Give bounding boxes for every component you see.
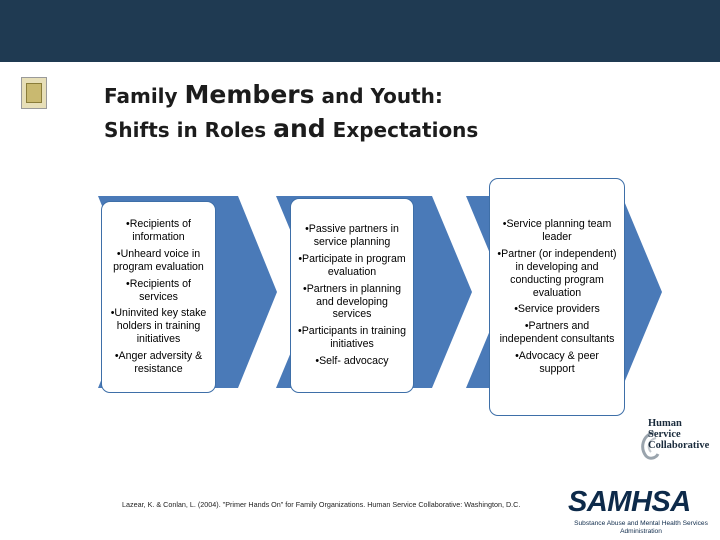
title-part: and <box>273 113 326 143</box>
hsc-word: Service <box>648 429 681 441</box>
list-item: •Advocacy & peer support <box>515 350 599 376</box>
stage-box-3 <box>489 178 625 416</box>
samhsa-logo <box>560 486 716 536</box>
list-item: •Recipients of services <box>126 277 191 303</box>
list-item: •Anger adversity & resistance <box>114 350 203 376</box>
list-item: •Participate in program evaluation <box>298 252 406 278</box>
title-part: Expectations <box>325 117 479 142</box>
samhsa-tagline: Substance Abuse and Mental Health Services Administration <box>574 520 708 535</box>
list-item: •Partner (or independent) in developing and conducting program evaluation <box>497 247 617 299</box>
citation-text: Lazear, K. & Conlan, L. (2004). "Primer Hands On" for Family Organizations. Human Service Collaborative: Washington, D.C. <box>122 500 521 509</box>
list-item: •Passive partners in service planning <box>305 222 399 248</box>
list-item: •Partners and independent consultants <box>499 320 615 346</box>
list-item: •Self- advocacy <box>315 355 389 368</box>
list-item: •Recipients of information <box>126 217 191 243</box>
list-item: •Uninvited key stake holders in training initiatives <box>110 307 207 346</box>
list-item: •Participants in training initiatives <box>298 325 406 351</box>
list-item: •Service providers <box>514 303 600 316</box>
list-item: •Service planning team leader <box>502 217 612 243</box>
stage-box-1 <box>101 201 216 393</box>
title-part: Family <box>104 84 185 108</box>
list-item: •Unheard voice in program evaluation <box>113 247 204 273</box>
title-part: Shifts in Roles <box>104 117 274 142</box>
title-part: and Youth: <box>314 84 443 108</box>
hsc-word: Human <box>648 418 682 429</box>
list-item: •Partners in planning and developing services <box>303 282 401 321</box>
samhsa-wordmark: SAMHSA <box>568 486 691 518</box>
hsc-word: Collaborative <box>648 440 710 452</box>
stage-box-2 <box>290 198 414 393</box>
title-part: Members <box>184 80 315 109</box>
human-service-collaborative-logo <box>638 416 712 472</box>
